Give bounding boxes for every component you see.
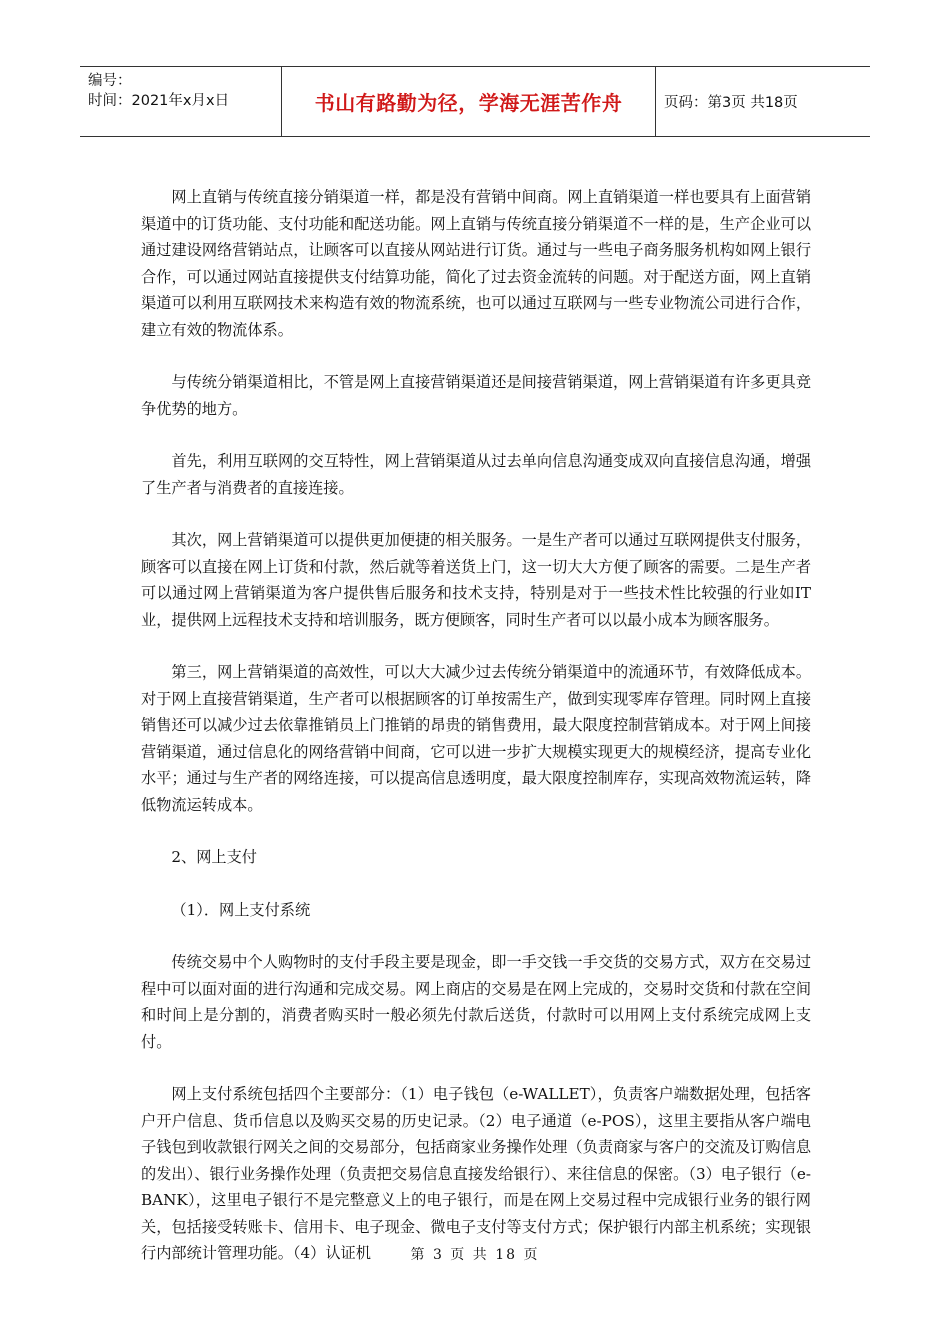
page-header	[80, 66, 870, 137]
number-label: 编号：	[88, 73, 132, 89]
paragraph: 网上直销与传统直接分销渠道一样，都是没有营销中间商。网上直销渠道一样也要具有上面营销渠道中的订货功能、支付功能和配送功能。网上直销与传统直接分销渠道不一样的是，生产企业可以通过建设网络营销站点，让顾客可以直接从网站进行订货。通过与一些电子商务服务机构如网上银行合作，可以通过网站直接提供支付结算功能，简化了过去资金流转的问题。对于配送方面，网上直销渠道可以利用互联网技术来构造有效的物流系统，也可以通过互联网与一些专业物流公司进行合作，建立有效的物流体系。	[141, 188, 811, 339]
paragraph: 传统交易中个人购物时的支付手段主要是现金，即一手交钱一手交货的交易方式，双方在交易过程中可以面对面的进行沟通和完成交易。网上商店的交易是在网上完成的，交易时交货和付款在空间和时间上是分割的，消费者购买时一般必须先付款后送货，付款时可以用网上支付系统完成网上支付。	[141, 953, 811, 1051]
header-page-info-cell	[656, 67, 870, 136]
header-motto-cell	[282, 67, 656, 136]
paragraph: 首先，利用互联网的交互特性，网上营销渠道从过去单向信息沟通变成双向直接信息沟通，增强了生产者与消费者的直接连接。	[141, 452, 811, 497]
page-footer: 第 3 页 共 18 页	[410, 1247, 540, 1263]
header-page-info: 页码：第3页 共18页	[664, 95, 798, 111]
section-heading: 2、网上支付	[171, 848, 257, 866]
document-body	[141, 184, 811, 1293]
subsection-heading: （1）．网上支付系统	[171, 900, 311, 919]
paragraph: 其次，网上营销渠道可以提供更加便捷的相关服务。一是生产者可以通过互联网提供支付服务，顾客可以直接在网上订货和付款，然后就等着送货上门，这一切大大方便了顾客的需要。二是生产者可以通过网上营销渠道为客户提供售后服务和技术支持，特别是对于一些技术性比较强的行业如IT业，提供网上远程技术支持和培训服务，既方便顾客，同时生产者可以以最小成本为顾客服务。	[141, 531, 811, 629]
header-info	[80, 67, 282, 136]
date-line: 时间：2021年x月x日	[88, 93, 230, 109]
paragraph: 第三，网上营销渠道的高效性，可以大大减少过去传统分销渠道中的流通环节，有效降低成本。对于网上直接营销渠道，生产者可以根据顾客的订单按需生产，做到实现零库存管理。同时网上直接销售还可以减少过去依靠推销员上门推销的昂贵的销售费用，最大限度控制营销成本。对于网上间接营销渠道，通过信息化的网络营销中间商，它可以进一步扩大规模实现更大的规模经济，提高专业化水平；通过与生产者的网络连接，可以提高信息透明度，最大限度控制库存，实现高效物流运转，降低物流运转成本。	[141, 663, 811, 814]
header-motto: 书山有路勤为径，学海无涯苦作舟	[314, 91, 623, 115]
paragraph: 与传统分销渠道相比，不管是网上直接营销渠道还是间接营销渠道，网上营销渠道有许多更具竞争优势的地方。	[141, 373, 811, 418]
paragraph: 网上支付系统包括四个主要部分：（1）电子钱包（e-WALLET），负责客户端数据处理，包括客户开户信息、货币信息以及购买交易的历史记录。（2）电子通道（e-POS），这里主要指从客户端电子钱包到收款银行网关之间的交易部分，包括商家业务操作处理（负责商家与客户的交流及订购信息的发出）、银行业务操作处理（负责把交易信息直接发给银行）、来往信息的保密。（3）电子银行（e-BANK），这里电子银行不是完整意义上的电子银行，而是在网上交易过程中完成银行业务的银行网关，包括接受转账卡、信用卡、电子现金、微电子支付等支付方式；保护银行内部主机系统；实现银行内部统计管理功能。（4）认证机	[141, 1085, 811, 1262]
